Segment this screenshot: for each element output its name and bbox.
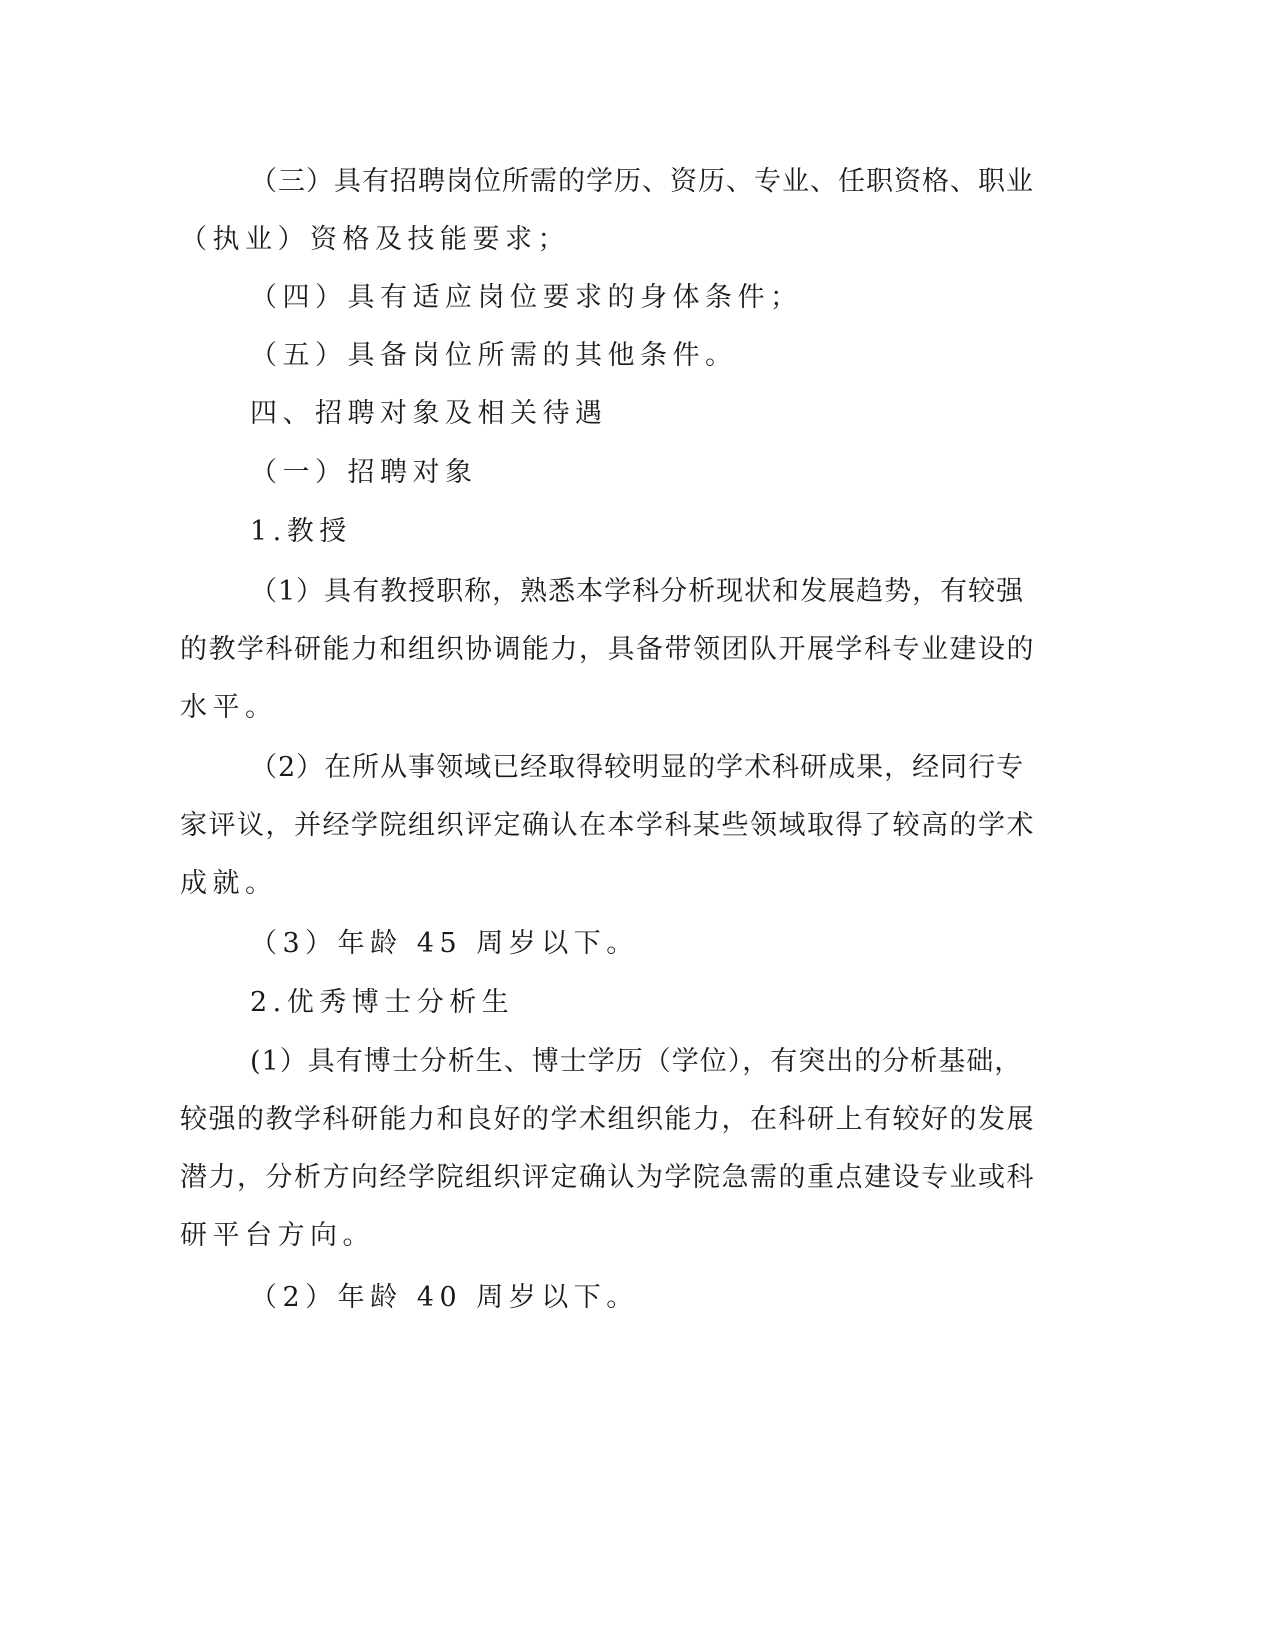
professor-req-1-line-1: （1）具有教授职称，熟悉本学科分析现状和发展趋势，有较强 xyxy=(250,576,1025,607)
item-heading-professor: 1.教授 xyxy=(250,516,352,547)
section-heading-4: 四、招聘对象及相关待遇 xyxy=(250,398,608,429)
professor-req-2-line-2: 家评议，并经学院组织评定确认在本学科某些领域取得了较高的学术 xyxy=(180,810,1035,841)
professor-req-2-line-3: 成就。 xyxy=(180,868,278,899)
para-condition-3-line-1: （三）具有招聘岗位所需的学历、资历、专业、任职资格、职业 xyxy=(250,166,1034,197)
subsection-heading-1: （一）招聘对象 xyxy=(250,457,478,488)
item-heading-phd: 2.优秀博士分析生 xyxy=(250,987,515,1018)
phd-req-1-line-2: 较强的教学科研能力和良好的学术组织能力，在科研上有较好的发展 xyxy=(180,1104,1035,1135)
para-condition-4: （四）具有适应岗位要求的身体条件； xyxy=(250,282,803,313)
professor-req-3: （3）年龄 45 周岁以下。 xyxy=(250,928,639,959)
phd-req-1-line-1: (1）具有博士分析生、博士学历（学位），有突出的分析基础， xyxy=(250,1046,1023,1077)
professor-req-2-line-1: （2）在所从事领域已经取得较明显的学术科研成果，经同行专 xyxy=(250,752,1025,783)
phd-req-1-line-3: 潜力，分析方向经学院组织评定确认为学院急需的重点建设专业或科 xyxy=(180,1162,1035,1193)
professor-req-1-line-3: 水平。 xyxy=(180,692,278,723)
para-condition-3-line-2: （执业）资格及技能要求； xyxy=(180,224,570,255)
phd-req-1-line-4: 研平台方向。 xyxy=(180,1220,375,1251)
professor-req-1-line-2: 的教学科研能力和组织协调能力，具备带领团队开展学科专业建设的 xyxy=(180,634,1035,665)
para-condition-5: （五）具备岗位所需的其他条件。 xyxy=(250,340,738,371)
phd-req-2: （2）年龄 40 周岁以下。 xyxy=(250,1282,639,1313)
